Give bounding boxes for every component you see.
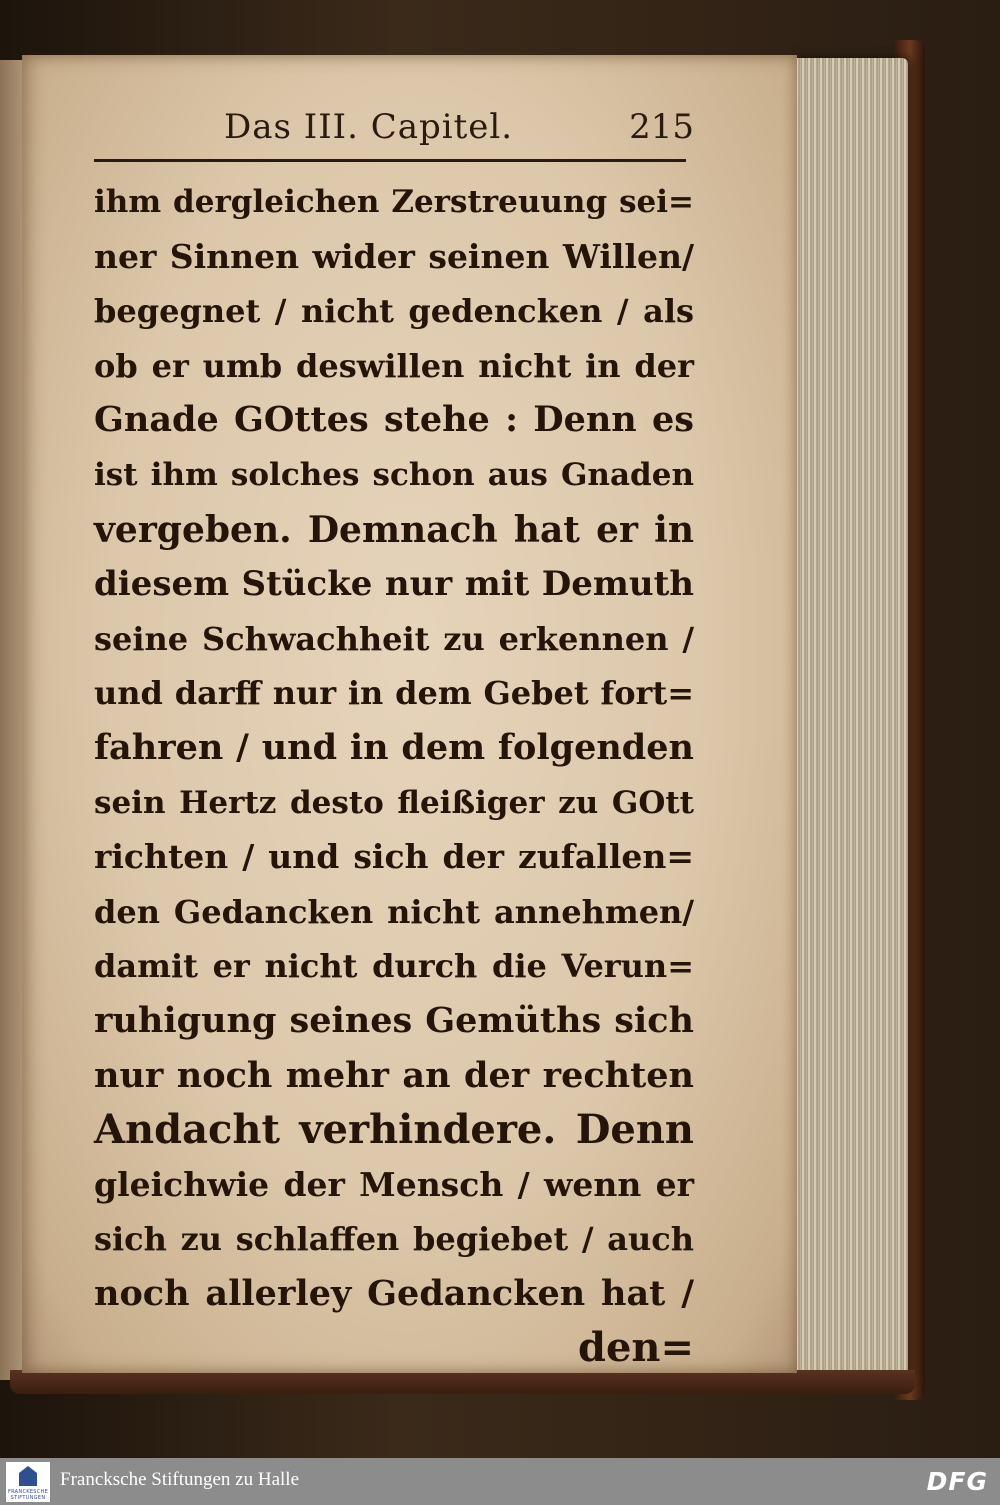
catchword: den= — [577, 1324, 694, 1372]
text-line: damit er nicht durch die Verun= — [94, 947, 694, 986]
text-line: noch allerley Gedancken hat / — [94, 1272, 694, 1314]
book-page — [22, 55, 797, 1373]
body-text — [94, 175, 694, 1376]
text-line: Andacht verhindere. Denn — [94, 1106, 694, 1154]
text-line: diesem Stücke nur mit Demuth — [94, 564, 694, 605]
header-rule — [94, 159, 686, 162]
logo-caption: FRANCKESCHE STIFTUNGEN — [7, 1489, 49, 1501]
text-line: seine Schwachheit zu erkennen / — [94, 619, 694, 658]
footer-bar — [0, 1458, 1000, 1505]
running-head — [94, 107, 694, 151]
institution-name[interactable]: Francksche Stiftungen zu Halle — [60, 1469, 300, 1490]
institution-logo[interactable] — [6, 1462, 50, 1502]
page-number: 215 — [629, 107, 694, 147]
text-line: vergeben. Demnach hat er in — [94, 508, 694, 551]
chapter-title: Das III. Capitel. — [224, 107, 514, 147]
dfg-logo[interactable]: DFG — [926, 1467, 988, 1496]
text-line: begegnet / nicht gedencken / als — [94, 292, 694, 331]
building-icon — [19, 1466, 37, 1486]
text-line: ihm dergleichen Zerstreuung sei= — [94, 184, 694, 220]
text-line: richten / und sich der zufallen= — [94, 837, 694, 877]
text-line: sein Hertz desto fleißiger zu GOtt — [94, 784, 694, 821]
text-line: nur noch mehr an der rechten — [94, 1054, 694, 1096]
text-line: ruhigung seines Gemüths sich — [94, 999, 694, 1041]
text-line: den Gedancken nicht annehmen/ — [94, 892, 694, 931]
text-line: sich zu schlaffen begiebet / auch — [94, 1220, 694, 1259]
text-line: ob er umb deswillen nicht in der — [94, 346, 694, 385]
text-line: und darff nur in dem Gebet fort= — [94, 674, 694, 713]
text-line: fahren / und in dem folgenden — [94, 726, 694, 768]
page-stack — [790, 58, 908, 1378]
text-line: gleichwie der Mensch / wenn er — [94, 1164, 694, 1204]
text-line: ist ihm solches schon aus Gnaden — [94, 456, 694, 493]
text-line: ner Sinnen wider seinen Willen/ — [94, 236, 694, 276]
text-line: Gnade GOttes stehe : Denn es — [94, 399, 694, 441]
